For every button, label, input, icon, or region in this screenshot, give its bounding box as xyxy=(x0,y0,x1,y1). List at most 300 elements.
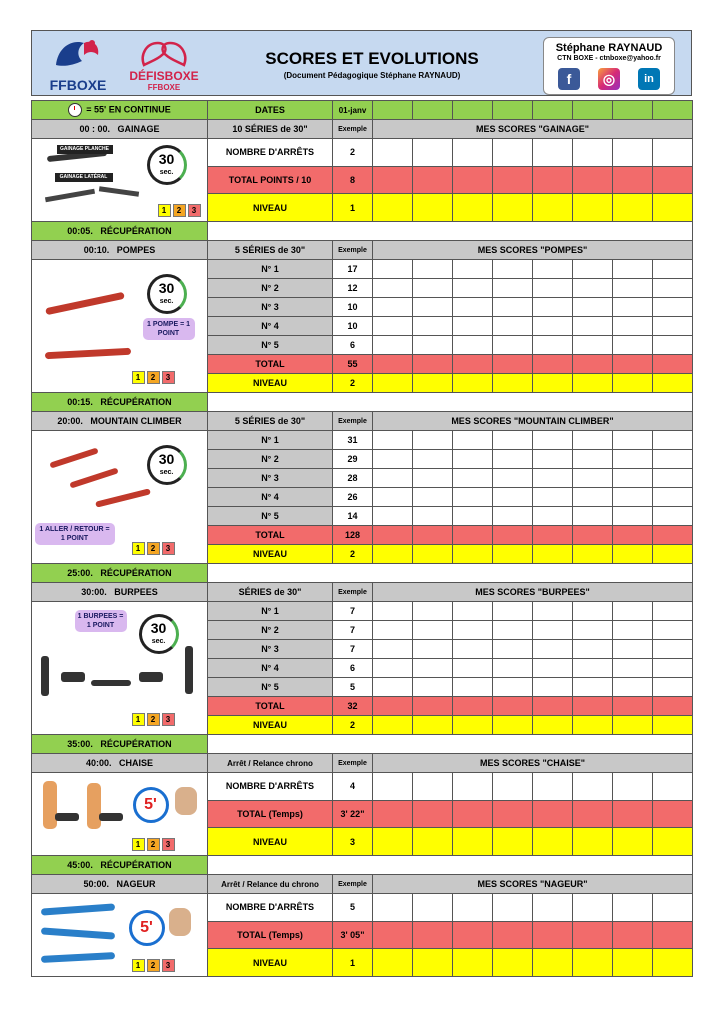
score-cell[interactable] xyxy=(493,194,533,222)
score-cell[interactable] xyxy=(493,621,533,640)
score-cell[interactable] xyxy=(613,194,653,222)
score-cell[interactable] xyxy=(573,317,613,336)
level-badges: 1 2 3 xyxy=(130,371,175,384)
score-cell[interactable] xyxy=(373,139,413,167)
score-cell[interactable] xyxy=(373,545,413,564)
score-cell[interactable] xyxy=(373,450,413,469)
score-cell[interactable] xyxy=(493,317,533,336)
score-cell[interactable] xyxy=(533,260,573,279)
score-cell[interactable] xyxy=(373,949,413,977)
score-cell[interactable] xyxy=(493,166,533,194)
score-cell[interactable] xyxy=(653,545,693,564)
score-cell[interactable] xyxy=(453,678,493,697)
score-cell[interactable] xyxy=(413,317,453,336)
score-cell[interactable] xyxy=(533,450,573,469)
score-cell[interactable] xyxy=(453,194,493,222)
score-cell[interactable] xyxy=(653,194,693,222)
row-label: N° 5 xyxy=(208,507,333,526)
score-cell[interactable] xyxy=(573,355,613,374)
score-cell[interactable] xyxy=(653,279,693,298)
score-cell[interactable] xyxy=(573,800,613,828)
burpees-illustration xyxy=(32,602,208,735)
score-cell[interactable] xyxy=(573,545,613,564)
duration-label: = 55' EN CONTINUE xyxy=(86,104,171,115)
score-cell[interactable] xyxy=(413,621,453,640)
swimmer-figure xyxy=(40,903,114,915)
score-cell[interactable] xyxy=(613,317,653,336)
score-cell[interactable] xyxy=(573,678,613,697)
score-cell[interactable] xyxy=(613,431,653,450)
score-cell[interactable] xyxy=(453,621,493,640)
date-cell[interactable] xyxy=(453,101,493,120)
score-cell[interactable] xyxy=(573,450,613,469)
score-cell[interactable] xyxy=(373,800,413,828)
score-cell[interactable] xyxy=(493,697,533,716)
example-value: 26 xyxy=(333,488,373,507)
score-cell[interactable] xyxy=(653,621,693,640)
example-label: Exemple xyxy=(333,875,373,894)
score-cell[interactable] xyxy=(653,800,693,828)
score-cell[interactable] xyxy=(533,921,573,949)
row-label: N° 3 xyxy=(208,298,333,317)
score-cell[interactable] xyxy=(373,431,413,450)
score-cell[interactable] xyxy=(613,894,653,922)
score-cell[interactable] xyxy=(573,374,613,393)
score-cell[interactable] xyxy=(613,828,653,856)
score-cell[interactable] xyxy=(413,526,453,545)
score-cell[interactable] xyxy=(373,659,413,678)
score-cell[interactable] xyxy=(613,374,653,393)
score-cell[interactable] xyxy=(493,894,533,922)
author-box xyxy=(543,37,675,95)
score-cell[interactable] xyxy=(373,640,413,659)
series-label: 5 SÉRIES de 30" xyxy=(208,412,333,431)
score-cell[interactable] xyxy=(533,678,573,697)
score-cell[interactable] xyxy=(453,336,493,355)
score-cell[interactable] xyxy=(533,166,573,194)
score-cell[interactable] xyxy=(533,355,573,374)
score-cell[interactable] xyxy=(413,139,453,167)
score-cell[interactable] xyxy=(493,488,533,507)
score-cell[interactable] xyxy=(653,139,693,167)
score-cell[interactable] xyxy=(613,640,653,659)
score-cell[interactable] xyxy=(373,678,413,697)
scores-title: MES SCORES "NAGEUR" xyxy=(373,875,693,894)
score-cell[interactable] xyxy=(653,166,693,194)
score-cell[interactable] xyxy=(653,374,693,393)
series-label: 5 SÉRIES de 30" xyxy=(208,241,333,260)
row-label: TOTAL POINTS / 10 xyxy=(208,166,333,194)
score-cell[interactable] xyxy=(613,139,653,167)
side-plank-figure xyxy=(44,189,94,203)
score-cell[interactable] xyxy=(573,298,613,317)
score-cell[interactable] xyxy=(373,602,413,621)
score-cell[interactable] xyxy=(413,894,453,922)
score-cell[interactable] xyxy=(373,355,413,374)
score-cell[interactable] xyxy=(533,659,573,678)
top-row xyxy=(32,101,693,120)
score-cell[interactable] xyxy=(533,488,573,507)
score-cell[interactable] xyxy=(453,949,493,977)
score-cell[interactable] xyxy=(613,260,653,279)
score-cell[interactable] xyxy=(493,828,533,856)
score-cell[interactable] xyxy=(613,773,653,801)
score-cell[interactable] xyxy=(493,659,533,678)
score-cell[interactable] xyxy=(453,640,493,659)
timer-icon: 30 sec. xyxy=(147,445,187,485)
score-cell[interactable] xyxy=(533,526,573,545)
score-cell[interactable] xyxy=(653,828,693,856)
score-cell[interactable] xyxy=(533,279,573,298)
score-cell[interactable] xyxy=(493,336,533,355)
score-cell[interactable] xyxy=(493,526,533,545)
score-cell[interactable] xyxy=(573,716,613,735)
social-links xyxy=(554,68,664,90)
date-cell[interactable] xyxy=(573,101,613,120)
score-cell[interactable] xyxy=(453,773,493,801)
score-cell[interactable] xyxy=(533,139,573,167)
score-cell[interactable] xyxy=(653,659,693,678)
side-plank-label: GAINAGE LATÉRAL xyxy=(55,173,113,182)
score-cell[interactable] xyxy=(533,697,573,716)
score-cell[interactable] xyxy=(533,621,573,640)
section-title: 50:00. NAGEUR xyxy=(32,875,208,894)
score-cell[interactable] xyxy=(653,949,693,977)
score-cell[interactable] xyxy=(453,659,493,678)
score-cell[interactable] xyxy=(653,260,693,279)
ffboxe-logo-text: FFBOXE xyxy=(49,77,107,93)
score-cell[interactable] xyxy=(453,697,493,716)
score-cell[interactable] xyxy=(653,894,693,922)
score-cell[interactable] xyxy=(413,773,453,801)
score-cell[interactable] xyxy=(453,507,493,526)
row-label: TOTAL xyxy=(208,526,333,545)
score-cell[interactable] xyxy=(573,828,613,856)
score-cell[interactable] xyxy=(653,716,693,735)
score-cell[interactable] xyxy=(613,336,653,355)
score-cell[interactable] xyxy=(373,166,413,194)
score-cell[interactable] xyxy=(413,469,453,488)
instagram-icon[interactable]: ◎ xyxy=(598,68,620,90)
score-cell[interactable] xyxy=(453,139,493,167)
score-cell[interactable] xyxy=(533,602,573,621)
example-value: 5 xyxy=(333,678,373,697)
score-cell[interactable] xyxy=(373,507,413,526)
score-cell[interactable] xyxy=(453,921,493,949)
score-cell[interactable] xyxy=(613,488,653,507)
score-cell[interactable] xyxy=(453,602,493,621)
score-cell[interactable] xyxy=(613,355,653,374)
score-cell[interactable] xyxy=(653,921,693,949)
score-cell[interactable] xyxy=(493,507,533,526)
score-cell[interactable] xyxy=(613,800,653,828)
score-cell[interactable] xyxy=(613,716,653,735)
score-cell[interactable] xyxy=(573,659,613,678)
score-cell[interactable] xyxy=(613,678,653,697)
score-cell[interactable] xyxy=(613,507,653,526)
score-cell[interactable] xyxy=(373,828,413,856)
score-cell[interactable] xyxy=(653,488,693,507)
score-cell[interactable] xyxy=(573,469,613,488)
score-cell[interactable] xyxy=(453,166,493,194)
score-cell[interactable] xyxy=(573,488,613,507)
score-cell[interactable] xyxy=(453,716,493,735)
score-cell[interactable] xyxy=(653,526,693,545)
example-value: 17 xyxy=(333,260,373,279)
score-cell[interactable] xyxy=(413,488,453,507)
score-cell[interactable] xyxy=(413,194,453,222)
defisboxe-logo-text: DÉFISBOXE xyxy=(129,69,199,83)
score-cell[interactable] xyxy=(493,431,533,450)
score-cell[interactable] xyxy=(413,659,453,678)
row-label: NIVEAU xyxy=(208,949,333,977)
score-cell[interactable] xyxy=(493,450,533,469)
score-cell[interactable] xyxy=(653,678,693,697)
date-cell[interactable] xyxy=(493,101,533,120)
score-cell[interactable] xyxy=(493,279,533,298)
score-cell[interactable] xyxy=(653,697,693,716)
burpee-figure xyxy=(91,680,131,686)
score-cell[interactable] xyxy=(653,298,693,317)
score-cell[interactable] xyxy=(533,640,573,659)
score-cell[interactable] xyxy=(653,640,693,659)
score-cell[interactable] xyxy=(613,697,653,716)
score-cell[interactable] xyxy=(373,488,413,507)
score-cell[interactable] xyxy=(453,260,493,279)
score-cell[interactable] xyxy=(493,469,533,488)
score-cell[interactable] xyxy=(413,166,453,194)
score-cell[interactable] xyxy=(413,697,453,716)
score-cell[interactable] xyxy=(373,260,413,279)
score-cell[interactable] xyxy=(453,374,493,393)
score-cell[interactable] xyxy=(373,298,413,317)
score-cell[interactable] xyxy=(573,526,613,545)
score-cell[interactable] xyxy=(373,469,413,488)
score-cell[interactable] xyxy=(413,450,453,469)
score-cell[interactable] xyxy=(573,773,613,801)
score-cell[interactable] xyxy=(493,640,533,659)
score-cell[interactable] xyxy=(413,507,453,526)
score-cell[interactable] xyxy=(573,921,613,949)
example-value: 7 xyxy=(333,602,373,621)
score-cell[interactable] xyxy=(453,298,493,317)
score-cell[interactable] xyxy=(453,545,493,564)
score-cell[interactable] xyxy=(533,431,573,450)
score-cell[interactable] xyxy=(493,800,533,828)
score-cell[interactable] xyxy=(373,194,413,222)
score-cell[interactable] xyxy=(653,336,693,355)
score-cell[interactable] xyxy=(653,355,693,374)
score-cell[interactable] xyxy=(573,621,613,640)
score-cell[interactable] xyxy=(613,921,653,949)
score-cell[interactable] xyxy=(653,431,693,450)
score-cell[interactable] xyxy=(493,678,533,697)
score-cell[interactable] xyxy=(573,194,613,222)
score-cell[interactable] xyxy=(493,921,533,949)
score-cell[interactable] xyxy=(453,431,493,450)
score-cell[interactable] xyxy=(493,260,533,279)
score-cell[interactable] xyxy=(533,716,573,735)
score-cell[interactable] xyxy=(613,166,653,194)
score-cell[interactable] xyxy=(413,602,453,621)
score-cell[interactable] xyxy=(373,894,413,922)
recovery-row xyxy=(32,564,693,583)
score-cell[interactable] xyxy=(613,602,653,621)
score-cell[interactable] xyxy=(373,921,413,949)
score-cell[interactable] xyxy=(573,260,613,279)
score-cell[interactable] xyxy=(613,621,653,640)
score-cell[interactable] xyxy=(453,488,493,507)
score-cell[interactable] xyxy=(613,659,653,678)
score-cell[interactable] xyxy=(533,949,573,977)
score-cell[interactable] xyxy=(573,602,613,621)
score-cell[interactable] xyxy=(453,317,493,336)
score-cell[interactable] xyxy=(373,526,413,545)
score-cell[interactable] xyxy=(533,298,573,317)
chrono-icon: 5' xyxy=(129,910,165,946)
score-cell[interactable] xyxy=(493,949,533,977)
score-cell[interactable] xyxy=(653,317,693,336)
score-cell[interactable] xyxy=(413,640,453,659)
recovery-label: 35:00. RÉCUPÉRATION xyxy=(32,735,208,754)
score-cell[interactable] xyxy=(493,716,533,735)
score-cell[interactable] xyxy=(613,545,653,564)
score-cell[interactable] xyxy=(653,469,693,488)
score-cell[interactable] xyxy=(453,355,493,374)
score-cell[interactable] xyxy=(533,507,573,526)
score-cell[interactable] xyxy=(533,545,573,564)
score-cell[interactable] xyxy=(533,374,573,393)
score-cell[interactable] xyxy=(613,298,653,317)
chrono-icon: 5' xyxy=(133,787,169,823)
date-cell[interactable] xyxy=(613,101,653,120)
linkedin-icon[interactable]: in xyxy=(638,68,660,90)
score-cell[interactable] xyxy=(573,279,613,298)
score-cell[interactable] xyxy=(413,828,453,856)
score-cell[interactable] xyxy=(373,279,413,298)
series-label: SÉRIES de 30" xyxy=(208,583,333,602)
score-cell[interactable] xyxy=(413,374,453,393)
score-cell[interactable] xyxy=(573,640,613,659)
score-cell[interactable] xyxy=(493,298,533,317)
score-cell[interactable] xyxy=(373,374,413,393)
score-cell[interactable] xyxy=(413,260,453,279)
score-cell[interactable] xyxy=(373,317,413,336)
score-cell[interactable] xyxy=(533,773,573,801)
score-cell[interactable] xyxy=(613,526,653,545)
score-cell[interactable] xyxy=(453,279,493,298)
score-cell[interactable] xyxy=(373,336,413,355)
score-cell[interactable] xyxy=(413,545,453,564)
score-cell[interactable] xyxy=(453,469,493,488)
score-table xyxy=(31,100,693,977)
score-cell[interactable] xyxy=(413,355,453,374)
burpee-figure xyxy=(61,672,85,682)
level-badges: 1 2 3 xyxy=(130,542,175,555)
score-cell[interactable] xyxy=(453,800,493,828)
example-value: 1 xyxy=(333,949,373,977)
score-cell[interactable] xyxy=(613,450,653,469)
score-cell[interactable] xyxy=(373,716,413,735)
score-cell[interactable] xyxy=(413,279,453,298)
date-cell[interactable] xyxy=(413,101,453,120)
section-header-burpees xyxy=(32,583,693,602)
score-cell[interactable] xyxy=(533,828,573,856)
score-cell[interactable] xyxy=(493,602,533,621)
score-cell[interactable] xyxy=(573,431,613,450)
example-value: 1 xyxy=(333,194,373,222)
date-cell[interactable] xyxy=(373,101,413,120)
score-cell[interactable] xyxy=(413,431,453,450)
score-cell[interactable] xyxy=(493,545,533,564)
score-cell[interactable] xyxy=(533,194,573,222)
score-cell[interactable] xyxy=(373,621,413,640)
level-badges: 1 2 3 xyxy=(130,838,175,851)
score-cell[interactable] xyxy=(573,697,613,716)
score-cell[interactable] xyxy=(533,800,573,828)
score-cell[interactable] xyxy=(413,949,453,977)
score-cell[interactable] xyxy=(533,336,573,355)
score-cell[interactable] xyxy=(653,507,693,526)
score-cell[interactable] xyxy=(573,949,613,977)
date-cell[interactable] xyxy=(653,101,693,120)
row-label: NIVEAU xyxy=(208,545,333,564)
score-cell[interactable] xyxy=(613,469,653,488)
score-cell[interactable] xyxy=(533,469,573,488)
row-label: N° 5 xyxy=(208,336,333,355)
score-cell[interactable] xyxy=(613,279,653,298)
score-cell[interactable] xyxy=(573,894,613,922)
example-label: Exemple xyxy=(333,241,373,260)
score-cell[interactable] xyxy=(573,166,613,194)
score-cell[interactable] xyxy=(413,678,453,697)
facebook-icon[interactable]: f xyxy=(558,68,580,90)
score-cell[interactable] xyxy=(653,450,693,469)
score-cell[interactable] xyxy=(653,773,693,801)
score-cell[interactable] xyxy=(373,697,413,716)
score-cell[interactable] xyxy=(493,773,533,801)
header xyxy=(31,30,692,96)
score-cell[interactable] xyxy=(453,894,493,922)
score-cell[interactable] xyxy=(413,336,453,355)
date-cell[interactable] xyxy=(533,101,573,120)
score-cell[interactable] xyxy=(413,298,453,317)
score-cell[interactable] xyxy=(493,355,533,374)
score-cell[interactable] xyxy=(413,921,453,949)
score-cell[interactable] xyxy=(573,507,613,526)
score-cell[interactable] xyxy=(573,336,613,355)
score-cell[interactable] xyxy=(533,317,573,336)
score-cell[interactable] xyxy=(533,894,573,922)
score-cell[interactable] xyxy=(613,949,653,977)
example-label: Exemple xyxy=(333,583,373,602)
example-value: 5 xyxy=(333,894,373,922)
score-cell[interactable] xyxy=(493,374,533,393)
wall-sit-figure xyxy=(99,813,123,821)
score-cell[interactable] xyxy=(493,139,533,167)
score-cell[interactable] xyxy=(573,139,613,167)
score-cell[interactable] xyxy=(453,450,493,469)
score-cell[interactable] xyxy=(453,828,493,856)
row-label: N° 1 xyxy=(208,260,333,279)
recovery-row xyxy=(32,222,693,241)
level-badges: 1 2 3 xyxy=(130,959,175,972)
score-cell[interactable] xyxy=(413,716,453,735)
score-cell[interactable] xyxy=(453,526,493,545)
score-cell[interactable] xyxy=(373,773,413,801)
score-cell[interactable] xyxy=(413,800,453,828)
score-cell[interactable] xyxy=(653,602,693,621)
